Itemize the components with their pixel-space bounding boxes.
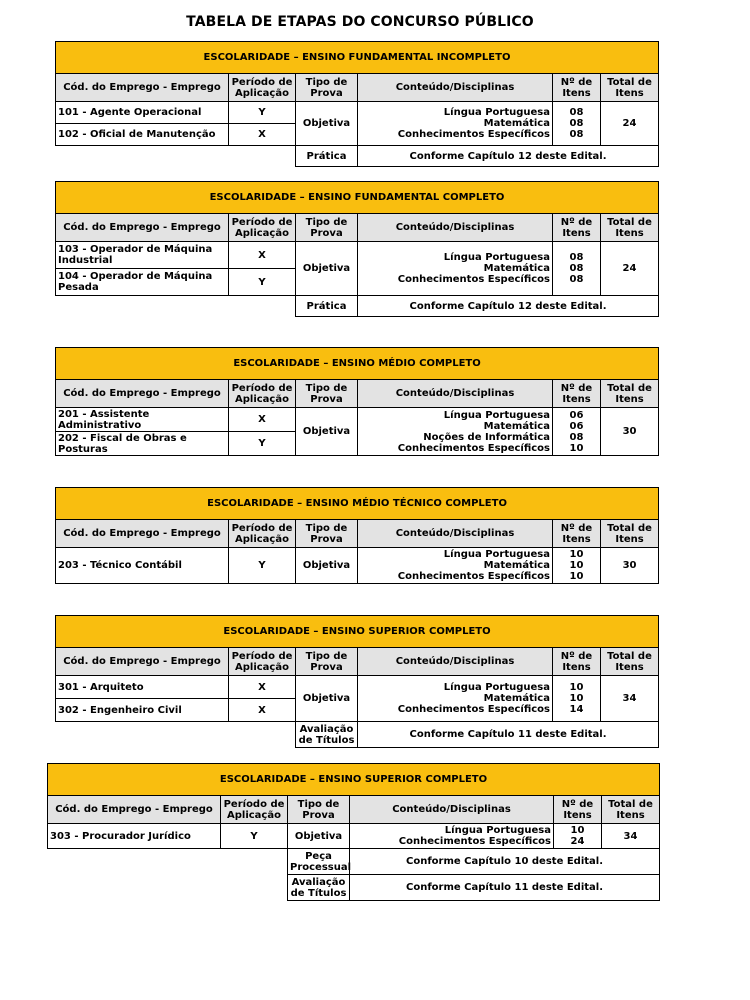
subject-name: Matemática <box>483 263 550 274</box>
extra-stage-row <box>48 849 660 875</box>
col-header-period: Período de Aplicação <box>229 214 296 242</box>
banner-row <box>56 488 659 520</box>
banner-row <box>56 616 659 648</box>
subject-name: Conhecimentos Específicos <box>397 704 550 715</box>
extra-stage-type: Peça Processual <box>288 849 350 875</box>
job-name: 203 - Técnico Contábil <box>56 548 229 584</box>
total-items: 34 <box>601 676 659 722</box>
extra-stage-type: Prática <box>296 146 358 167</box>
job-name: 104 - Operador de Máquina Pesada <box>56 269 229 296</box>
item-count: 08 <box>569 107 584 118</box>
exam-type: Objetiva <box>296 242 358 296</box>
subjects-list <box>358 102 553 146</box>
header-row <box>56 648 659 676</box>
col-header-items: Nº de Itens <box>553 380 601 408</box>
schooling-banner: ESCOLARIDADE – ENSINO MÉDIO COMPLETO <box>56 348 659 380</box>
blank-cell <box>56 722 229 748</box>
item-count: 08 <box>569 274 584 285</box>
stage-table <box>55 41 659 167</box>
items-list <box>553 102 601 146</box>
col-header-total: Total de Itens <box>601 648 659 676</box>
col-header-content: Conteúdo/Disciplinas <box>358 214 553 242</box>
application-period: X <box>229 242 296 269</box>
subject-name: Língua Portuguesa <box>444 825 551 836</box>
table-row <box>56 408 659 432</box>
banner-row <box>56 182 659 214</box>
header-row <box>56 520 659 548</box>
item-count: 06 <box>569 409 584 421</box>
extra-stage-row <box>56 146 659 167</box>
schooling-banner: ESCOLARIDADE – ENSINO FUNDAMENTAL INCOMPLETO <box>56 42 659 74</box>
col-header-code: Cód. do Emprego - Emprego <box>56 74 229 102</box>
extra-stage-row <box>48 875 660 901</box>
application-period: Y <box>229 432 296 456</box>
item-count: 10 <box>569 682 584 693</box>
col-header-total: Total de Itens <box>602 796 660 824</box>
stage-table <box>55 615 659 748</box>
col-header-content: Conteúdo/Disciplinas <box>358 380 553 408</box>
subjects-list <box>358 408 553 456</box>
subjects-list <box>358 548 553 584</box>
subject-name: Conhecimentos Específicos <box>397 442 550 454</box>
items-list <box>553 676 601 722</box>
col-header-total: Total de Itens <box>601 520 659 548</box>
application-period: X <box>229 676 296 699</box>
subject-name: Matemática <box>483 420 550 432</box>
col-header-period: Período de Aplicação <box>229 648 296 676</box>
exam-type: Objetiva <box>296 548 358 584</box>
col-header-type: Tipo de Prova <box>296 648 358 676</box>
header-row <box>56 380 659 408</box>
col-header-period: Período de Aplicação <box>229 520 296 548</box>
col-header-items: Nº de Itens <box>553 214 601 242</box>
col-header-items: Nº de Itens <box>553 520 601 548</box>
schooling-banner: ESCOLARIDADE – ENSINO SUPERIOR COMPLETO <box>56 616 659 648</box>
job-name: 302 - Engenheiro Civil <box>56 699 229 722</box>
job-name: 201 - Assistente Administrativo <box>56 408 229 432</box>
job-name: 301 - Arquiteto <box>56 676 229 699</box>
application-period: Y <box>229 548 296 584</box>
application-period: Y <box>229 269 296 296</box>
table-row <box>56 676 659 699</box>
extra-stage-type: Avaliação de Títulos <box>288 875 350 901</box>
subjects-list <box>358 242 553 296</box>
stage-table <box>55 181 659 317</box>
item-count: 08 <box>569 129 584 140</box>
col-header-total: Total de Itens <box>601 380 659 408</box>
item-count: 10 <box>569 571 584 582</box>
item-count: 08 <box>569 252 584 263</box>
col-header-period: Período de Aplicação <box>229 380 296 408</box>
job-name: 103 - Operador de Máquina Industrial <box>56 242 229 269</box>
blank-cell <box>229 146 296 167</box>
col-header-code: Cód. do Emprego - Emprego <box>56 380 229 408</box>
subject-name: Língua Portuguesa <box>443 549 550 560</box>
total-items: 24 <box>601 102 659 146</box>
col-header-code: Cód. do Emprego - Emprego <box>56 520 229 548</box>
items-list <box>553 242 601 296</box>
exam-type: Objetiva <box>296 102 358 146</box>
col-header-code: Cód. do Emprego - Emprego <box>48 796 221 824</box>
col-header-period: Período de Aplicação <box>221 796 288 824</box>
application-period: Y <box>221 824 288 849</box>
col-header-total: Total de Itens <box>601 74 659 102</box>
subject-name: Língua Portuguesa <box>443 252 550 263</box>
blank-cell <box>221 849 288 875</box>
blank-cell <box>56 296 229 317</box>
job-name: 101 - Agente Operacional <box>56 102 229 124</box>
item-count: 10 <box>569 549 584 560</box>
banner-row <box>56 348 659 380</box>
subject-name: Língua Portuguesa <box>443 409 550 421</box>
col-header-content: Conteúdo/Disciplinas <box>358 520 553 548</box>
subject-name: Matemática <box>483 118 550 129</box>
subject-name: Conhecimentos Específicos <box>398 836 551 847</box>
exam-type: Objetiva <box>296 408 358 456</box>
blank-cell <box>229 296 296 317</box>
col-header-items: Nº de Itens <box>553 648 601 676</box>
table-row <box>56 548 659 584</box>
extra-stage-row <box>56 296 659 317</box>
extra-stage-content: Conforme Capítulo 11 deste Edital. <box>350 875 660 901</box>
schooling-banner: ESCOLARIDADE – ENSINO MÉDIO TÉCNICO COMPLETO <box>56 488 659 520</box>
subject-name: Noções de Informática <box>423 431 550 443</box>
subject-name: Conhecimentos Específicos <box>397 571 550 582</box>
extra-stage-type: Avaliação de Títulos <box>296 722 358 748</box>
col-header-content: Conteúdo/Disciplinas <box>350 796 554 824</box>
table-row <box>56 242 659 269</box>
table-row <box>56 102 659 124</box>
blank-cell <box>48 849 221 875</box>
subject-name: Conhecimentos Específicos <box>397 129 550 140</box>
stage-table <box>55 347 659 456</box>
total-items: 30 <box>601 408 659 456</box>
total-items: 34 <box>602 824 660 849</box>
table-row <box>48 824 660 849</box>
total-items: 24 <box>601 242 659 296</box>
items-list <box>553 548 601 584</box>
item-count: 08 <box>569 263 584 274</box>
col-header-code: Cód. do Emprego - Emprego <box>56 214 229 242</box>
item-count: 14 <box>569 704 584 715</box>
subjects-list <box>350 824 554 849</box>
item-count: 08 <box>569 118 584 129</box>
subject-name: Língua Portuguesa <box>443 107 550 118</box>
item-count: 06 <box>569 420 584 432</box>
schooling-banner: ESCOLARIDADE – ENSINO FUNDAMENTAL COMPLETO <box>56 182 659 214</box>
extra-stage-content: Conforme Capítulo 12 deste Edital. <box>358 296 659 317</box>
exam-type: Objetiva <box>288 824 350 849</box>
exam-type: Objetiva <box>296 676 358 722</box>
col-header-code: Cód. do Emprego - Emprego <box>56 648 229 676</box>
blank-cell <box>221 875 288 901</box>
stage-table <box>55 487 659 584</box>
col-header-type: Tipo de Prova <box>296 380 358 408</box>
blank-cell <box>56 146 229 167</box>
col-header-items: Nº de Itens <box>554 796 602 824</box>
item-count: 10 <box>569 560 584 571</box>
application-period: X <box>229 699 296 722</box>
col-header-period: Período de Aplicação <box>229 74 296 102</box>
col-header-type: Tipo de Prova <box>296 520 358 548</box>
col-header-total: Total de Itens <box>601 214 659 242</box>
item-count: 10 <box>569 442 584 454</box>
subjects-list <box>358 676 553 722</box>
item-count: 10 <box>570 825 585 836</box>
col-header-type: Tipo de Prova <box>296 214 358 242</box>
banner-row <box>48 764 660 796</box>
stage-table <box>47 763 660 901</box>
col-header-content: Conteúdo/Disciplinas <box>358 74 553 102</box>
header-row <box>56 74 659 102</box>
application-period: Y <box>229 102 296 124</box>
extra-stage-content: Conforme Capítulo 10 deste Edital. <box>350 849 660 875</box>
header-row <box>56 214 659 242</box>
schooling-banner: ESCOLARIDADE – ENSINO SUPERIOR COMPLETO <box>48 764 660 796</box>
item-count: 08 <box>569 431 584 443</box>
subject-name: Conhecimentos Específicos <box>397 274 550 285</box>
job-name: 102 - Oficial de Manutenção <box>56 124 229 146</box>
application-period: X <box>229 408 296 432</box>
extra-stage-content: Conforme Capítulo 11 deste Edital. <box>358 722 659 748</box>
job-name: 303 - Procurador Jurídico <box>48 824 221 849</box>
subject-name: Língua Portuguesa <box>443 682 550 693</box>
items-list <box>553 408 601 456</box>
extra-stage-content: Conforme Capítulo 12 deste Edital. <box>358 146 659 167</box>
item-count: 10 <box>569 693 584 704</box>
blank-cell <box>48 875 221 901</box>
extra-stage-type: Prática <box>296 296 358 317</box>
subject-name: Matemática <box>483 693 550 704</box>
banner-row <box>56 42 659 74</box>
item-count: 24 <box>570 836 585 847</box>
job-name: 202 - Fiscal de Obras e Posturas <box>56 432 229 456</box>
items-list <box>554 824 602 849</box>
total-items: 30 <box>601 548 659 584</box>
col-header-type: Tipo de Prova <box>288 796 350 824</box>
subject-name: Matemática <box>483 560 550 571</box>
page-title: TABELA DE ETAPAS DO CONCURSO PÚBLICO <box>186 14 534 30</box>
header-row <box>48 796 660 824</box>
col-header-type: Tipo de Prova <box>296 74 358 102</box>
extra-stage-row <box>56 722 659 748</box>
col-header-content: Conteúdo/Disciplinas <box>358 648 553 676</box>
application-period: X <box>229 124 296 146</box>
col-header-items: Nº de Itens <box>553 74 601 102</box>
blank-cell <box>229 722 296 748</box>
